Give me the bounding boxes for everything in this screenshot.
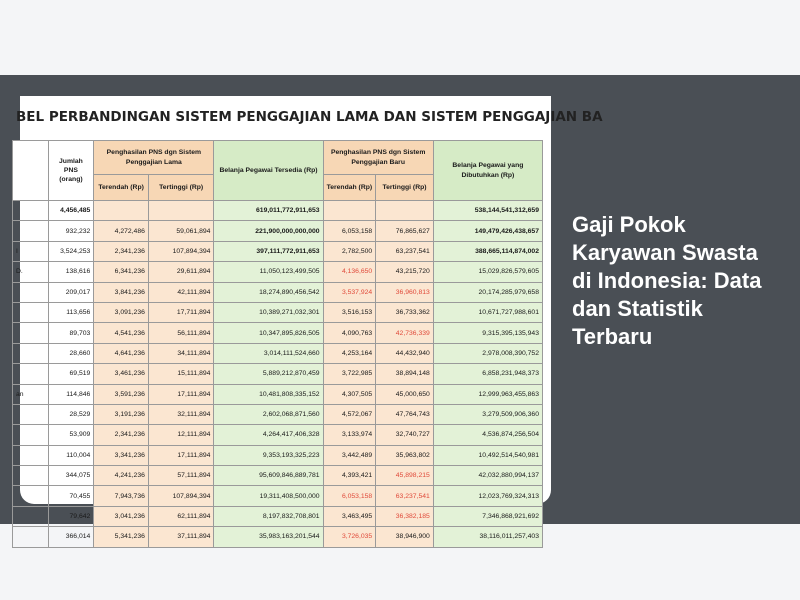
cell-lama-high: 32,111,894 <box>148 404 214 424</box>
table-row <box>13 201 543 221</box>
cell-baru-low: 4,572,067 <box>323 404 376 424</box>
salary-table-image <box>16 96 603 541</box>
cell-lama-low: 2,341,236 <box>94 425 149 445</box>
cell-baru-high: 36,382,185 <box>376 506 434 526</box>
cell-name <box>13 425 49 445</box>
cell-name <box>13 404 49 424</box>
cell-jumlah: 932,232 <box>48 221 94 241</box>
cell-baru-low: 2,782,500 <box>323 241 376 261</box>
cell-baru-high: 36,733,362 <box>376 302 434 322</box>
cell-jumlah: 70,455 <box>48 486 94 506</box>
cell-tersedia: 619,011,772,911,653 <box>214 201 323 221</box>
cell-tersedia: 4,264,417,406,328 <box>214 425 323 445</box>
table-row <box>13 241 543 261</box>
cell-lama-low: 4,641,236 <box>94 343 149 363</box>
cell-lama-low <box>94 201 149 221</box>
table-row <box>13 445 543 465</box>
table-row <box>13 466 543 486</box>
cell-baru-high: 36,960,813 <box>376 282 434 302</box>
cell-baru-low: 4,307,505 <box>323 384 376 404</box>
cell-baru-high: 76,865,627 <box>376 221 434 241</box>
table-row <box>13 221 543 241</box>
table-title: BEL PERBANDINGAN SISTEM PENGGAJIAN LAMA DAN SISTEM PENGGAJIAN BA <box>20 96 551 138</box>
cell-baru-high: 47,764,743 <box>376 404 434 424</box>
table-body <box>13 201 543 548</box>
cell-dibutuhkan: 42,032,880,994,137 <box>433 466 542 486</box>
cell-jumlah: 79,642 <box>48 506 94 526</box>
table-row <box>13 527 543 547</box>
cell-lama-low: 3,041,236 <box>94 506 149 526</box>
cell-lama-high: 107,894,394 <box>148 241 214 261</box>
cell-baru-low: 6,053,158 <box>323 486 376 506</box>
cell-lama-high: 62,111,894 <box>148 506 214 526</box>
cell-tersedia: 18,274,890,456,542 <box>214 282 323 302</box>
cell-baru-high: 38,946,900 <box>376 527 434 547</box>
header-baru-high: Tertinggi (Rp) <box>376 175 434 201</box>
cell-tersedia: 35,983,163,201,544 <box>214 527 323 547</box>
cell-lama-high: 29,611,894 <box>148 262 214 282</box>
cell-tersedia: 5,889,212,870,459 <box>214 364 323 384</box>
cell-dibutuhkan: 12,999,963,455,863 <box>433 384 542 404</box>
table-row <box>13 262 543 282</box>
cell-dibutuhkan: 3,279,509,906,360 <box>433 404 542 424</box>
cell-lama-high: 56,111,894 <box>148 323 214 343</box>
cell-baru-low: 3,516,153 <box>323 302 376 322</box>
cell-jumlah: 114,846 <box>48 384 94 404</box>
header-belanja-tersedia: Belanja Pegawai Tersedia (Rp) <box>214 141 323 201</box>
cell-dibutuhkan: 7,346,868,921,692 <box>433 506 542 526</box>
cell-tersedia: 9,353,193,325,223 <box>214 445 323 465</box>
cell-jumlah: 89,703 <box>48 323 94 343</box>
cell-lama-high: 107,894,394 <box>148 486 214 506</box>
table-row <box>13 486 543 506</box>
cell-name <box>13 323 49 343</box>
header-name <box>13 141 49 201</box>
cell-lama-low: 3,341,236 <box>94 445 149 465</box>
header-lama-group: Penghasilan PNS dgn Sistem Penggajian Lama <box>94 141 214 175</box>
cell-baru-low <box>323 201 376 221</box>
cell-baru-low: 3,133,974 <box>323 425 376 445</box>
cell-baru-high: 38,894,148 <box>376 364 434 384</box>
cell-baru-high: 44,432,940 <box>376 343 434 363</box>
header-baru-low: Terendah (Rp) <box>323 175 376 201</box>
table-row <box>13 364 543 384</box>
cell-baru-low: 6,053,158 <box>323 221 376 241</box>
cell-name: D. <box>13 262 49 282</box>
cell-name: I <box>13 241 49 261</box>
cell-lama-low: 4,272,486 <box>94 221 149 241</box>
cell-lama-low: 6,341,236 <box>94 262 149 282</box>
cell-lama-low: 3,591,236 <box>94 384 149 404</box>
cell-lama-low: 3,461,236 <box>94 364 149 384</box>
cell-baru-low: 4,253,164 <box>323 343 376 363</box>
cell-name: an <box>13 384 49 404</box>
cell-tersedia: 19,311,408,500,000 <box>214 486 323 506</box>
cell-dibutuhkan: 10,492,514,540,981 <box>433 445 542 465</box>
header-baru-group: Penghasilan PNS dgn Sistem Penggajian Baru <box>323 141 433 175</box>
cell-baru-high <box>376 201 434 221</box>
cell-lama-high: 17,111,894 <box>148 445 214 465</box>
cell-lama-high: 57,111,894 <box>148 466 214 486</box>
cell-lama-low: 4,241,236 <box>94 466 149 486</box>
article-headline: Gaji Pokok Karyawan Swasta di Indonesia: Data dan Statistik Terbaru <box>572 212 762 349</box>
cell-jumlah: 28,529 <box>48 404 94 424</box>
cell-lama-high <box>148 201 214 221</box>
cell-baru-low: 3,442,489 <box>323 445 376 465</box>
cell-name <box>13 466 49 486</box>
cell-lama-low: 3,191,236 <box>94 404 149 424</box>
cell-name <box>13 486 49 506</box>
cell-jumlah: 209,017 <box>48 282 94 302</box>
cell-tersedia: 3,014,111,524,660 <box>214 343 323 363</box>
cell-baru-low: 3,722,985 <box>323 364 376 384</box>
cell-baru-high: 45,898,215 <box>376 466 434 486</box>
cell-tersedia: 221,900,000,000,000 <box>214 221 323 241</box>
table-row <box>13 506 543 526</box>
cell-baru-high: 35,963,802 <box>376 445 434 465</box>
cell-name <box>13 506 49 526</box>
header-lama-high: Tertinggi (Rp) <box>148 175 214 201</box>
cell-name <box>13 527 49 547</box>
cell-name <box>13 302 49 322</box>
cell-dibutuhkan: 20,174,285,979,658 <box>433 282 542 302</box>
table-row <box>13 343 543 363</box>
cell-tersedia: 8,197,832,708,801 <box>214 506 323 526</box>
cell-jumlah: 4,456,485 <box>48 201 94 221</box>
cell-name <box>13 364 49 384</box>
cell-dibutuhkan: 15,029,826,579,605 <box>433 262 542 282</box>
cell-tersedia: 11,050,123,499,505 <box>214 262 323 282</box>
cell-name <box>13 221 49 241</box>
cell-jumlah: 3,524,253 <box>48 241 94 261</box>
table-row <box>13 323 543 343</box>
cell-lama-low: 2,341,236 <box>94 241 149 261</box>
table-row <box>13 302 543 322</box>
cell-baru-high: 42,736,339 <box>376 323 434 343</box>
cell-baru-high: 43,215,720 <box>376 262 434 282</box>
cell-lama-high: 17,711,894 <box>148 302 214 322</box>
cell-lama-high: 42,111,894 <box>148 282 214 302</box>
cell-name <box>13 445 49 465</box>
cell-dibutuhkan: 2,978,008,390,752 <box>433 343 542 363</box>
cell-jumlah: 53,909 <box>48 425 94 445</box>
cell-name <box>13 343 49 363</box>
cell-lama-low: 4,541,236 <box>94 323 149 343</box>
cell-tersedia: 2,602,068,871,560 <box>214 404 323 424</box>
cell-tersedia: 397,111,772,911,653 <box>214 241 323 261</box>
cell-jumlah: 69,519 <box>48 364 94 384</box>
cell-lama-low: 3,841,236 <box>94 282 149 302</box>
header-belanja-dibutuhkan: Belanja Pegawai yang Dibutuhkan (Rp) <box>433 141 542 201</box>
cell-tersedia: 10,481,808,335,152 <box>214 384 323 404</box>
header-jumlah: Jumlah PNS (orang) <box>48 141 94 201</box>
cell-lama-low: 3,091,236 <box>94 302 149 322</box>
cell-dibutuhkan: 538,144,541,312,659 <box>433 201 542 221</box>
cell-lama-low: 5,341,236 <box>94 527 149 547</box>
cell-baru-high: 32,740,727 <box>376 425 434 445</box>
cell-name <box>13 201 49 221</box>
cell-lama-high: 37,111,894 <box>148 527 214 547</box>
cell-jumlah: 110,004 <box>48 445 94 465</box>
table-row <box>13 384 543 404</box>
cell-baru-high: 63,237,541 <box>376 241 434 261</box>
cell-dibutuhkan: 9,315,395,135,943 <box>433 323 542 343</box>
cell-lama-high: 15,111,894 <box>148 364 214 384</box>
cell-dibutuhkan: 388,665,114,874,002 <box>433 241 542 261</box>
cell-baru-low: 3,463,495 <box>323 506 376 526</box>
table-row <box>13 404 543 424</box>
cell-tersedia: 10,347,895,826,505 <box>214 323 323 343</box>
salary-comparison-table <box>12 140 543 548</box>
table-row <box>13 282 543 302</box>
cell-baru-low: 4,090,763 <box>323 323 376 343</box>
cell-jumlah: 28,660 <box>48 343 94 363</box>
cell-lama-low: 7,943,736 <box>94 486 149 506</box>
cell-jumlah: 366,014 <box>48 527 94 547</box>
cell-baru-high: 45,000,650 <box>376 384 434 404</box>
cell-dibutuhkan: 10,671,727,988,601 <box>433 302 542 322</box>
cell-lama-high: 12,111,894 <box>148 425 214 445</box>
cell-baru-low: 4,136,650 <box>323 262 376 282</box>
cell-dibutuhkan: 12,023,769,324,313 <box>433 486 542 506</box>
cell-baru-low: 4,393,421 <box>323 466 376 486</box>
cell-dibutuhkan: 38,116,011,257,403 <box>433 527 542 547</box>
cell-dibutuhkan: 6,858,231,948,373 <box>433 364 542 384</box>
cell-baru-high: 63,237,541 <box>376 486 434 506</box>
cell-name <box>13 282 49 302</box>
cell-lama-high: 34,111,894 <box>148 343 214 363</box>
cell-dibutuhkan: 149,479,426,438,657 <box>433 221 542 241</box>
cell-baru-low: 3,726,035 <box>323 527 376 547</box>
cell-baru-low: 3,537,924 <box>323 282 376 302</box>
cell-tersedia: 95,609,846,889,781 <box>214 466 323 486</box>
cell-lama-high: 17,111,894 <box>148 384 214 404</box>
cell-tersedia: 10,389,271,032,301 <box>214 302 323 322</box>
cell-dibutuhkan: 4,536,874,256,504 <box>433 425 542 445</box>
cell-jumlah: 113,656 <box>48 302 94 322</box>
cell-jumlah: 344,075 <box>48 466 94 486</box>
table-row <box>13 425 543 445</box>
header-lama-low: Terendah (Rp) <box>94 175 149 201</box>
cell-jumlah: 138,616 <box>48 262 94 282</box>
cell-lama-high: 59,061,894 <box>148 221 214 241</box>
